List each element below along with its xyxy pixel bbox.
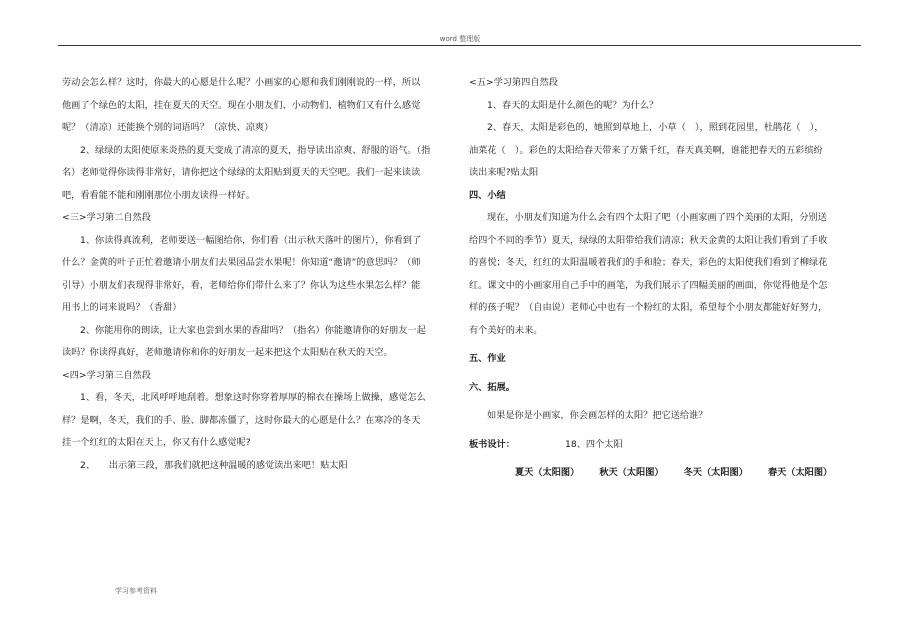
text-line: 什么？金黄的叶子正忙着邀请小朋友们去果园品尝水果呢！你知道“邀请”的意思吗？（师 [62,257,421,268]
text-line: 样？是啊，冬天，我们的手、脸、脚都冻僵了，这时你最大的心愿是什么？在寒冷的冬天 [62,414,421,426]
text-line: 读吗？你读得真好，老师邀请你和你的好朋友一起来把这个太阳贴在秋天的天空。 [62,347,393,358]
page-header: word 整理版 [439,35,481,43]
text-line: 1、你读得真流利，老师要送一幅图给你，你们看（出示秋天落叶的图片），你看到了 [80,234,422,246]
text-line: 劳动会怎么样？这时，你最大的心愿是什么呢？小画家的心愿和我们刚刚说的一样，所以 [62,77,421,88]
text-line: 2、 出示第三段，那我们就把这种温暖的感觉读出来吧！贴太阳 [80,459,348,471]
season-autumn: 秋天（太阳图） [599,467,664,478]
homework-heading: 五、作业 [469,353,506,364]
text-line: 用书上的词来说吗？（香甜） [62,302,182,313]
text-line: 2、你能用你的朗读，让大家也尝到水果的香甜吗？（指名）你能邀请你的好朋友一起 [80,324,426,336]
text-line: 1、看，冬天，北风呼呼地刮着。想象这时你穿着厚厚的棉衣在操场上做操，感觉怎么 [80,392,426,403]
page-footer: 学习参考资料 [115,587,157,595]
section-heading-4: <四>学习第三自然段 [62,369,151,381]
left-column [62,72,458,477]
text-line: 挂一个红红的太阳在天上，你又有什么感觉呢? [62,437,251,448]
section-heading-3: <三>学习第二自然段 [62,212,151,223]
text-line: 2、绿绿的太阳使原来炎热的夏天变成了清凉的夏天，指导读出凉爽、舒服的语气。（指 [80,144,431,156]
extension-heading: 六、拓展。 [469,381,515,393]
summary-heading: 四、小结 [469,189,506,201]
text-line: 他画了个绿色的太阳，挂在夏天的天空。现在小朋友们、小动物们、植物们又有什么感觉 [62,99,421,111]
board-design-label: 板书设计： [469,438,515,450]
text-line: 引导）小朋友们表现得非常好，看，老师给你们带什么来了？你认为这些水果怎么样？能 [62,279,421,291]
text-line: 名）老师觉得你读得非常好，请你把这个绿绿的太阳贴到夏天的天空吧。我们一起来读读 [62,167,421,178]
text-line: 油菜花（ ）。彩色的太阳给春天带来了万紫千红，春天真美啊，谁能把春天的五彩缤纷 [469,144,823,156]
question-line: 1、春天的太阳是什么颜色的呢？为什么？ [487,99,659,111]
text-line: 2、春天，太阳是彩色的，她照到草地上，小草（ ），照到花园里，杜鹃花（ ）， [487,122,824,133]
season-summer: 夏天（太阳图） [515,467,580,478]
header-rule [58,45,861,46]
extension-text: 如果是你是小画家，你会画怎样的太阳？把它送给谁？ [487,410,708,421]
text-line: 呢？（清凉）还能换个别的词语吗？（凉快、凉爽） [62,122,274,133]
season-winter: 冬天（太阳图） [683,467,748,478]
text-line: 有个美好的未来。 [469,324,543,336]
section-heading-5: <五>学习第四自然段 [469,77,558,88]
board-seasons-row [469,462,869,485]
text-line: 样的孩子呢？（自由说）老师心中也有一个粉红的太阳，希望每个小朋友都能好好努力， [469,302,828,313]
text-line: 的喜悦；冬天，红红的太阳温暖着我们的手和脸；春天，彩色的太阳使我们看到了柳绿花 [469,257,828,268]
board-design-row [469,434,869,457]
season-spring: 春天（太阳图） [767,467,833,478]
text-line: 红。课文中的小画家用自己手中的画笔，为我们展示了四幅美丽的画面，你觉得他是个怎 [469,279,828,291]
board-design-title: 18、四个太阳 [565,438,623,450]
text-line: 现在，小朋友们知道为什么会有四个太阳了吧（小画家画了四个美丽的太阳，分别送 [487,212,827,223]
text-line: 吧，看看能不能和刚刚那位小朋友读得一样好。 [62,189,255,201]
text-line: 读出来呢?贴太阳 [469,167,539,178]
right-column [469,72,869,485]
text-line: 给四个不同的季节）夏天，绿绿的太阳带给我们清凉；秋天金黄的太阳让我们看到了手收 [469,234,828,246]
